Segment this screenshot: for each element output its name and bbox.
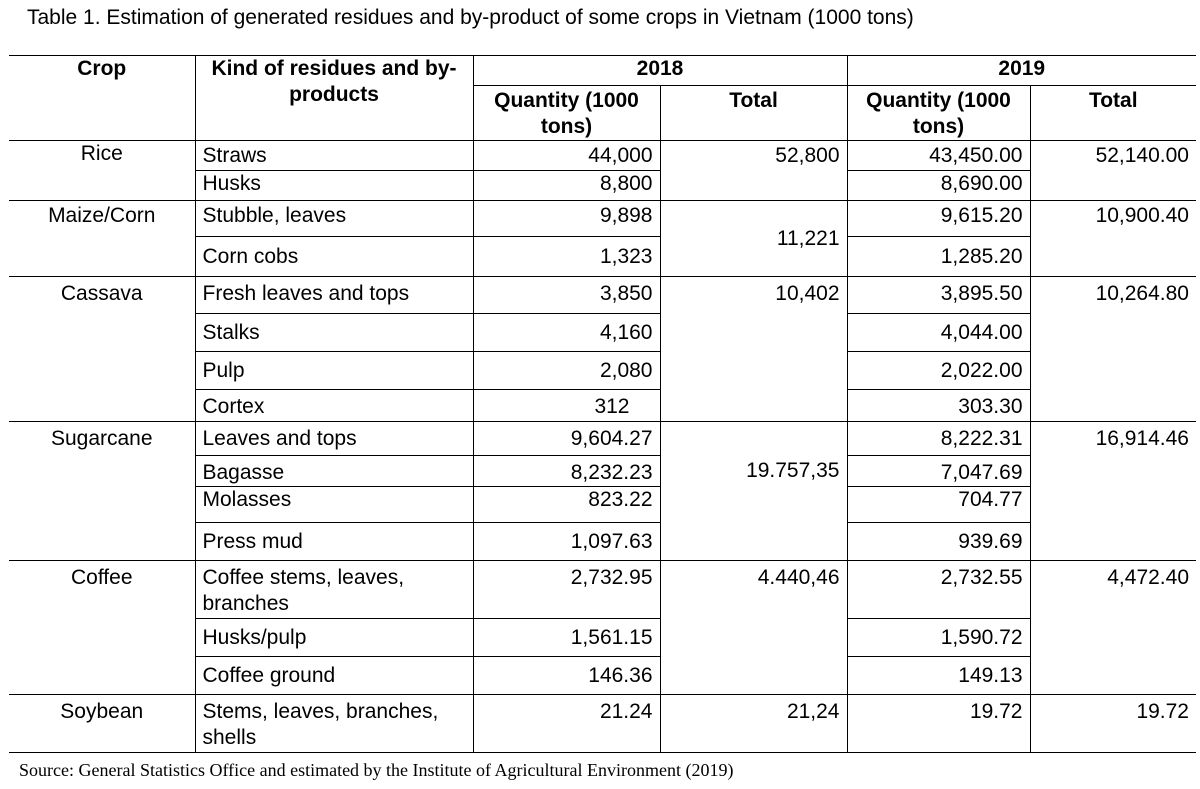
crop-name: Cassava (60, 282, 143, 305)
header-total-2019: Total (1030, 86, 1196, 141)
quantity-2018: 146.36 (473, 657, 660, 695)
residue-kind: Husks (195, 171, 473, 201)
table-row (9, 141, 1196, 171)
total-2019: 19.72 (1030, 695, 1196, 753)
quantity-2019: 43,450.00 (847, 141, 1030, 171)
quantity-2018: 2,080 (473, 352, 660, 390)
quantity-2018: 2,732.95 (473, 561, 660, 619)
residue-kind: Coffee ground (195, 657, 473, 695)
quantity-2018: 3,850 (473, 277, 660, 314)
crop-name: Coffee (71, 566, 133, 589)
quantity-2018: 1,097.63 (473, 523, 660, 561)
crop-name: Rice (80, 142, 123, 165)
quantity-2018: 9,604.27 (473, 422, 660, 456)
quantity-2018: 4,160 (473, 314, 660, 352)
quantity-2019: 9,615.20 (847, 201, 1030, 237)
quantity-2019: 8,690.00 (847, 171, 1030, 201)
header-year-2019: 2019 (847, 56, 1196, 86)
total-2018: 19.757,35 (660, 422, 847, 561)
residue-kind: Press mud (195, 523, 473, 561)
table-row (9, 422, 1196, 456)
residue-kind: Coffee stems, leaves, branches (195, 561, 473, 619)
quantity-2018: 1,323 (473, 237, 660, 277)
quantity-2019: 149.13 (847, 657, 1030, 695)
quantity-2019: 939.69 (847, 523, 1030, 561)
quantity-2019: 19.72 (847, 695, 1030, 753)
residue-kind: Molasses (195, 487, 473, 523)
total-2018: 10,402 (660, 277, 847, 422)
header-quantity-2019: Quantity (1000 tons) (847, 86, 1030, 141)
residue-kind: Stems, leaves, branches, shells (195, 695, 473, 753)
total-2019: 10,264.80 (1030, 277, 1196, 422)
quantity-2019: 704.77 (847, 487, 1030, 523)
quantity-2018: 823.22 (473, 487, 660, 523)
header-quantity-2018: Quantity (1000 tons) (473, 86, 660, 141)
source-note: Source: General Statistics Office and estimated by the Institute of Agricultural Environment (2019) (19, 760, 734, 780)
quantity-2019: 1,285.20 (847, 237, 1030, 277)
table-row (9, 201, 1196, 237)
quantity-2019: 4,044.00 (847, 314, 1030, 352)
total-2019: 16,914.46 (1030, 422, 1196, 561)
quantity-2019: 2,732.55 (847, 561, 1030, 619)
residues-table (9, 55, 1196, 753)
table-row (9, 277, 1196, 314)
quantity-2018: 1,561.15 (473, 619, 660, 657)
residue-kind: Stalks (195, 314, 473, 352)
quantity-2019: 2,022.00 (847, 352, 1030, 390)
crop-name: Maize/Corn (48, 204, 156, 227)
residue-kind: Stubble, leaves (195, 201, 473, 237)
quantity-2019: 3,895.50 (847, 277, 1030, 314)
residue-kind: Straws (195, 141, 473, 171)
residue-kind: Bagasse (195, 456, 473, 487)
quantity-2018: 312 (473, 390, 660, 422)
header-year-2018: 2018 (473, 56, 847, 86)
total-2018: 4.440,46 (660, 561, 847, 695)
table-caption: Table 1. Estimation of generated residues and by-product of some crops in Vietnam (1000 tons) (27, 6, 914, 29)
total-2018: 52,800 (660, 141, 847, 201)
residue-kind: Cortex (195, 390, 473, 422)
residue-kind: Leaves and tops (195, 422, 473, 456)
header-total-2018: Total (660, 86, 847, 141)
table-header (9, 56, 1196, 141)
residue-kind: Pulp (195, 352, 473, 390)
total-2018: 21,24 (660, 695, 847, 753)
header-kind: Kind of residues and by-products (195, 56, 473, 141)
quantity-2019: 7,047.69 (847, 456, 1030, 487)
quantity-2018: 8,232.23 (473, 456, 660, 487)
table-row (9, 695, 1196, 753)
total-2018: 11,221 (660, 201, 847, 277)
quantity-2019: 8,222.31 (847, 422, 1030, 456)
table-row (9, 561, 1196, 619)
crop-name: Soybean (60, 700, 144, 723)
residue-kind: Corn cobs (195, 237, 473, 277)
total-2019: 10,900.40 (1030, 201, 1196, 277)
quantity-2018: 8,800 (473, 171, 660, 201)
total-2019: 4,472.40 (1030, 561, 1196, 695)
residue-kind: Fresh leaves and tops (195, 277, 473, 314)
quantity-2018: 9,898 (473, 201, 660, 237)
quantity-2018: 21.24 (473, 695, 660, 753)
quantity-2019: 1,590.72 (847, 619, 1030, 657)
table-body (9, 141, 1196, 753)
crop-name: Sugarcane (50, 427, 153, 450)
residue-kind: Husks/pulp (195, 619, 473, 657)
header-crop: Crop (9, 56, 195, 141)
quantity-2019: 303.30 (847, 390, 1030, 422)
total-2019: 52,140.00 (1030, 141, 1196, 201)
quantity-2018: 44,000 (473, 141, 660, 171)
